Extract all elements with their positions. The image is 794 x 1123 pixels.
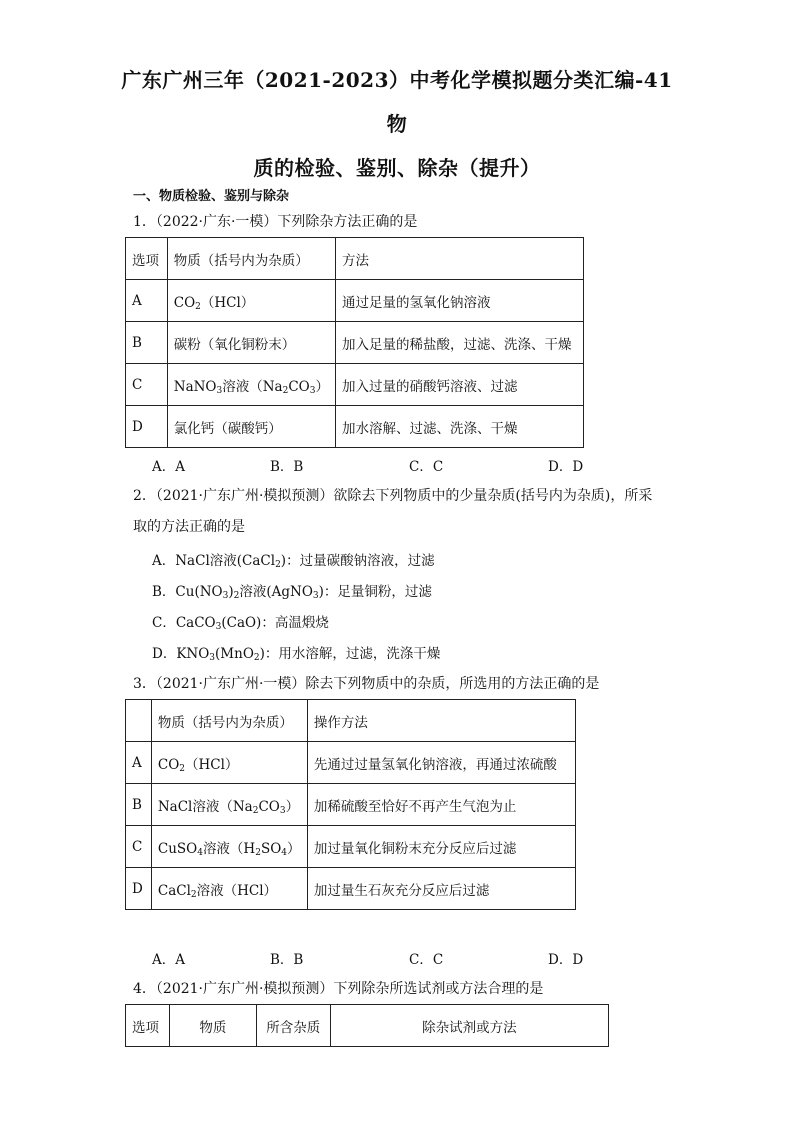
choice-c[interactable]: C．C xyxy=(409,459,444,475)
question-3-stem: 3．（2021·广东广州·一模）除去下列物质中的杂质，所选用的方法正确的是 xyxy=(133,676,600,692)
table-row xyxy=(126,280,584,322)
choice-d[interactable]: D．D xyxy=(548,952,584,968)
substance-cell: $CO_2(HCl)$ xyxy=(151,742,307,784)
question-2-option-a[interactable]: A．NaCl溶液(CaCl$_2$)：过量碳酸钠溶液，过滤 xyxy=(152,553,435,570)
choice-b[interactable]: B．B xyxy=(270,459,304,475)
title-line-1: 广东广州三年（2021-2023）中考化学模拟题分类汇编-41物 xyxy=(121,68,673,136)
substance-cell: 碳粉（氧化铜粉末） xyxy=(167,322,335,364)
substance-cell: CaCl$_2$溶液（HCl） xyxy=(151,868,307,910)
header-cell: 方法 xyxy=(335,238,583,280)
method-cell: 加稀硫酸至恰好不再产生气泡为止 xyxy=(307,784,575,826)
method-cell: 加过量生石灰充分反应后过滤 xyxy=(307,868,575,910)
header-cell: 选项 xyxy=(126,238,168,280)
question-2-stem: 2．（2021·广东广州·模拟预测）欲除去下列物质中的少量杂质(括号内为杂质)，所采取的方法正确的是 xyxy=(133,488,653,535)
substance-cell: NaNO$_3$溶液$(Na_2CO_3)$ xyxy=(167,364,335,406)
document-title xyxy=(120,58,674,190)
choice-b[interactable]: B．B xyxy=(270,952,304,968)
table-row xyxy=(126,784,576,826)
method-cell: 加水溶解、过滤、洗涤、干燥 xyxy=(335,406,583,448)
option-cell: D xyxy=(126,868,152,910)
table-row xyxy=(126,406,584,448)
method-cell: 加过量氧化铜粉末充分反应后过滤 xyxy=(307,826,575,868)
choice-a[interactable]: A．A xyxy=(152,459,185,475)
question-1-stem: 1．（2022·广东·一模）下列除杂方法正确的是 xyxy=(133,214,418,230)
question-4-table xyxy=(125,1004,609,1047)
option-cell: A xyxy=(126,742,152,784)
header-cell: 物质 xyxy=(169,1005,256,1047)
method-cell: 通过足量的氢氧化钠溶液 xyxy=(335,280,583,322)
choice-c[interactable]: C．C xyxy=(409,952,444,968)
option-cell: B xyxy=(126,784,152,826)
table-header-row xyxy=(126,238,584,280)
header-cell: 选项 xyxy=(126,1005,170,1047)
substance-cell: NaCl溶液$(Na_2CO_3)$ xyxy=(151,784,307,826)
question-2-option-c[interactable]: C．CaCO$_3$(CaO)：高温煅烧 xyxy=(152,615,329,632)
section-heading: 一、物质检验、鉴别与除杂 xyxy=(133,189,290,204)
question-2-option-d[interactable]: D．$KNO_3(MnO_2)$：用水溶解，过滤，洗涤干燥 xyxy=(152,646,441,663)
method-cell: 加入过量的硝酸钙溶液、过滤 xyxy=(335,364,583,406)
substance-cell: CuSO$_4$溶液$(H_2SO_4)$ xyxy=(151,826,307,868)
table-header-row xyxy=(126,700,576,742)
table-row xyxy=(126,364,584,406)
header-cell: 物质（括号内为杂质） xyxy=(167,238,335,280)
choice-d[interactable]: D．D xyxy=(548,459,584,475)
table-header-row xyxy=(126,1005,609,1047)
option-cell: A xyxy=(126,280,168,322)
substance-cell: $CO_2(HCl)$ xyxy=(167,280,335,322)
method-cell: 加入足量的稀盐酸，过滤、洗涤、干燥 xyxy=(335,322,583,364)
question-2-option-b[interactable]: B．$Cu(NO_3)_2$溶液(AgNO$_3$)：足量铜粉，过滤 xyxy=(152,584,432,601)
question-3-table xyxy=(125,699,576,910)
substance-cell: 氯化钙（碳酸钙） xyxy=(167,406,335,448)
table-row xyxy=(126,826,576,868)
choice-a[interactable]: A．A xyxy=(152,952,185,968)
header-cell: 物质（括号内为杂质） xyxy=(151,700,307,742)
header-cell: 操作方法 xyxy=(307,700,575,742)
option-cell: D xyxy=(126,406,168,448)
header-cell xyxy=(126,700,152,742)
title-line-2: 质的检验、鉴别、除杂（提升） xyxy=(253,156,541,180)
table-row xyxy=(126,322,584,364)
option-cell: B xyxy=(126,322,168,364)
question-4-stem: 4．（2021·广东广州·模拟预测）下列除杂所选试剂或方法合理的是 xyxy=(133,981,544,997)
option-cell: C xyxy=(126,826,152,868)
method-cell: 先通过过量氢氧化钠溶液，再通过浓硫酸 xyxy=(307,742,575,784)
header-cell: 除杂试剂或方法 xyxy=(330,1005,608,1047)
option-cell: C xyxy=(126,364,168,406)
question-1-table xyxy=(125,237,584,448)
header-cell: 所含杂质 xyxy=(256,1005,330,1047)
table-row xyxy=(126,868,576,910)
table-row xyxy=(126,742,576,784)
